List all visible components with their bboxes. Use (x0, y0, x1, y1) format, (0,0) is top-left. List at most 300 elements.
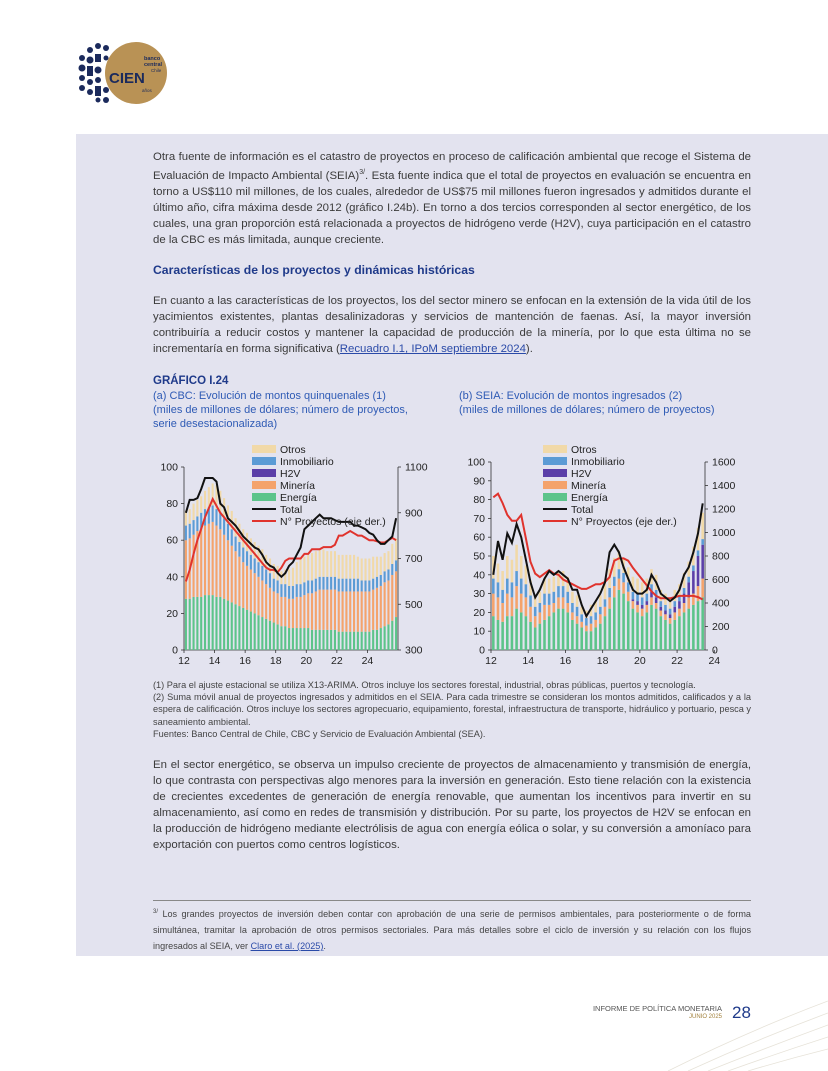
x-tick-label: 12 (485, 655, 497, 667)
bar-mineria (280, 597, 282, 626)
bar-energia (590, 631, 593, 650)
bar-mineria (697, 586, 700, 601)
bar-mineria (669, 618, 672, 624)
bar-otros (506, 556, 509, 579)
bar-h2v (701, 545, 704, 579)
bar-otros (326, 551, 328, 577)
bar-inmobiliario (193, 520, 195, 535)
bar-inmobiliario (307, 580, 309, 593)
bar-mineria (231, 546, 233, 603)
bar-inmobiliario (669, 609, 672, 615)
banco-central-cien-logo (76, 40, 168, 106)
bar-energia (254, 613, 256, 650)
bar-energia (215, 597, 217, 650)
bar-inmobiliario (231, 529, 233, 545)
bar-mineria (215, 526, 217, 597)
bar-mineria (277, 593, 279, 624)
bar-h2v (660, 607, 663, 611)
legend-label: Energía (571, 492, 608, 504)
bar-energia (580, 627, 583, 650)
bar-mineria (641, 609, 644, 617)
bar-otros (196, 500, 198, 516)
bar-energia (641, 616, 644, 650)
y-tick-label: 50 (473, 550, 485, 563)
bar-energia (242, 608, 244, 650)
bar-otros (322, 549, 324, 576)
bar-inmobiliario (604, 599, 607, 607)
bar-mineria (585, 626, 588, 632)
bar-energia (303, 628, 305, 650)
logo-cien: CIEN (109, 70, 145, 87)
paragraph-3: En el sector energético, se observa un impulso creciente de proyectos de almacenamiento y transmisión de energía, lo que contrasta con perspectivas algo menores para la inversión en generación. Esto tiene relación con la existencia de crecientes excedentes de generación de energía renovable, que aumentan los incentivos para invertir en su almacenamiento, así como en redes de transmisión y distribución. Por su parte, los proyectos de H2V se enfocan en la producción de hidrógeno mediante electrólisis de agua con energía eólica o solar, y su conversión a amoníaco para exportación con puertos como centros logísticos. (153, 759, 751, 851)
legend-label: Otros (571, 444, 597, 456)
bar-energia (273, 623, 275, 650)
y2-tick-label: 1000 (712, 527, 736, 539)
bar-mineria (566, 603, 569, 612)
bar-mineria (380, 586, 382, 628)
y-tick-label: 80 (166, 498, 178, 511)
bar-inmobiliario (311, 580, 313, 593)
x-tick-label: 16 (559, 655, 572, 667)
bar-inmobiliario (566, 592, 569, 603)
bar-h2v (636, 601, 639, 605)
bar-energia (269, 621, 271, 650)
bar-otros (315, 551, 317, 578)
x-tick-label: 24 (361, 655, 374, 667)
bar-mineria (622, 582, 625, 593)
bar-otros (376, 557, 378, 577)
bar-energia (553, 612, 556, 650)
bar-otros (338, 555, 340, 579)
bar-inmobiliario (296, 584, 298, 597)
bar-energia (311, 630, 313, 650)
bar-energia (497, 620, 500, 650)
bar-energia (636, 612, 639, 650)
bar-mineria (576, 616, 579, 624)
bar-inmobiliario (254, 559, 256, 574)
bar-inmobiliario (342, 579, 344, 592)
bar-energia (701, 597, 704, 650)
bar-mineria (678, 609, 681, 617)
bar-energia (543, 620, 546, 650)
bar-energia (257, 615, 259, 650)
bar-energia (326, 630, 328, 650)
bar-energia (692, 605, 695, 650)
chart-a-subtitle: (a) CBC: Evolución de montos quinquenales (1) (miles de millones de dólares; número de proyectos, serie desestacionalizada) (153, 390, 408, 430)
bar-energia (539, 624, 542, 650)
bar-mineria (599, 614, 602, 623)
bar-mineria (539, 612, 542, 623)
bar-inmobiliario (185, 526, 187, 541)
bar-inmobiliario (242, 548, 244, 563)
bar-mineria (338, 591, 340, 631)
bar-energia (315, 630, 317, 650)
bar-inmobiliario (280, 584, 282, 597)
y-tick-label: 60 (166, 534, 178, 547)
bar-inmobiliario (227, 524, 229, 540)
bar-inmobiliario (315, 579, 317, 592)
bar-h2v (646, 601, 649, 605)
bar-energia (364, 632, 366, 650)
bar-otros (342, 555, 344, 579)
bar-inmobiliario (539, 603, 542, 612)
bar-otros (334, 551, 336, 577)
bar-otros (361, 559, 363, 581)
bar-inmobiliario (357, 579, 359, 592)
y2-tick-label: 1200 (712, 503, 736, 516)
bar-otros (576, 595, 579, 606)
bar-otros (395, 538, 397, 560)
x-tick-label: 20 (300, 655, 313, 667)
bar-otros (372, 557, 374, 579)
bar-energia (238, 606, 240, 650)
bar-mineria (501, 603, 504, 622)
bar-otros (539, 592, 542, 603)
bar-mineria (673, 612, 676, 620)
bar-mineria (660, 611, 663, 617)
bar-h2v (673, 607, 676, 613)
y-tick-label: 100 (467, 456, 485, 469)
y2-tick-label: 600 (712, 574, 730, 586)
bar-inmobiliario (334, 577, 336, 590)
bar-inmobiliario (376, 577, 378, 588)
bar-h2v (692, 571, 695, 594)
bar-mineria (227, 540, 229, 600)
bar-energia (307, 628, 309, 650)
bar-energia (223, 599, 225, 650)
bar-inmobiliario (353, 579, 355, 592)
bar-inmobiliario (238, 542, 240, 557)
bar-inmobiliario (673, 601, 676, 607)
bar-inmobiliario (364, 580, 366, 591)
bar-energia (250, 612, 252, 650)
y-tick-label: 20 (473, 606, 485, 619)
bar-energia (520, 612, 523, 650)
legend-swatch (543, 445, 567, 453)
y-tick-label: 60 (473, 531, 485, 544)
bar-otros (391, 544, 393, 564)
bar-mineria (342, 591, 344, 631)
bar-mineria (571, 612, 574, 620)
dot-pattern-icon (79, 43, 110, 103)
y-tick-label: 20 (166, 607, 178, 620)
bar-otros (364, 559, 366, 581)
bar-inmobiliario (492, 579, 495, 594)
grafico-title: GRÁFICO I.24 (153, 375, 229, 387)
recuadro-link[interactable]: Recuadro I.1, IPoM septiembre 2024 (339, 343, 526, 355)
bar-mineria (557, 597, 560, 608)
chart-b-subtitle: (b) SEIA: Evolución de montos ingresados (2) (miles de millones de dólares; número de proyectos) (459, 390, 715, 416)
bar-inmobiliario (330, 577, 332, 590)
legend-swatch (252, 457, 276, 465)
bar-h2v (632, 599, 635, 601)
bar-energia (265, 619, 267, 650)
bar-inmobiliario (215, 509, 217, 525)
bar-energia (511, 616, 514, 650)
bar-inmobiliario (361, 580, 363, 591)
bar-inmobiliario (395, 560, 397, 571)
bar-inmobiliario (250, 555, 252, 570)
bar-mineria (235, 551, 237, 604)
bar-energia (231, 602, 233, 650)
legend-label: Inmobiliario (571, 456, 625, 468)
bar-inmobiliario (697, 550, 700, 556)
bar-otros (641, 582, 644, 597)
legend-label: H2V (280, 468, 301, 480)
bar-mineria (636, 605, 639, 613)
bar-mineria (334, 590, 336, 630)
bar-energia (669, 624, 672, 650)
bar-energia (501, 622, 504, 650)
legend-swatch (252, 481, 276, 489)
bar-otros (384, 553, 386, 571)
x-tick-label: 22 (671, 655, 683, 667)
bar-otros (387, 551, 389, 569)
legend-label: N° Proyectos (eje der.) (280, 516, 386, 528)
y-tick-label: 40 (473, 569, 485, 582)
bar-mineria (534, 616, 537, 627)
bar-inmobiliario (257, 562, 259, 577)
bar-inmobiliario (660, 601, 663, 607)
bar-energia (585, 631, 588, 650)
bar-inmobiliario (608, 588, 611, 597)
bar-energia (673, 620, 676, 650)
bar-mineria (529, 607, 532, 622)
bar-energia (334, 630, 336, 650)
logo-text-2: central (144, 62, 163, 68)
bar-otros (599, 595, 602, 606)
page-number: 28 (732, 1003, 751, 1022)
bar-mineria (632, 601, 635, 609)
bar-mineria (515, 586, 518, 609)
bar-mineria (655, 603, 658, 609)
bar-inmobiliario (277, 580, 279, 593)
claro-link[interactable]: Claro et al. (2025) (250, 941, 324, 952)
bar-energia (515, 609, 518, 650)
bar-mineria (497, 597, 500, 620)
bar-energia (492, 616, 495, 650)
bar-inmobiliario (292, 586, 294, 599)
bar-energia (193, 597, 195, 650)
bar-otros (548, 579, 551, 594)
bar-energia (618, 590, 621, 650)
bar-otros (250, 538, 252, 554)
bar-energia (261, 617, 263, 650)
section-heading: Características de los proyectos y dinámicas históricas (153, 263, 475, 277)
bar-energia (395, 617, 397, 650)
bar-mineria (525, 597, 528, 616)
bar-mineria (590, 624, 593, 632)
x-tick-label: 24 (708, 655, 721, 667)
bar-mineria (319, 590, 321, 630)
footer-date: JUNIO 2025 (688, 1014, 722, 1020)
bar-inmobiliario (265, 569, 267, 584)
bar-energia (571, 620, 574, 650)
legend-label: Minería (280, 480, 316, 492)
bar-otros (501, 571, 504, 590)
bar-h2v (678, 601, 681, 609)
bar-mineria (548, 605, 551, 616)
x-tick-label: 18 (269, 655, 282, 667)
bar-energia (391, 621, 393, 650)
bar-mineria (646, 605, 649, 613)
bar-mineria (391, 575, 393, 621)
bar-inmobiliario (599, 607, 602, 615)
bar-inmobiliario (319, 577, 321, 590)
legend-swatch (252, 469, 276, 477)
bar-otros (357, 557, 359, 579)
bar-inmobiliario (632, 592, 635, 600)
y2-tick-label: 300 (405, 644, 423, 657)
bar-otros (185, 511, 187, 526)
bar-otros (292, 568, 294, 586)
bar-energia (548, 616, 551, 650)
bar-mineria (311, 593, 313, 630)
bar-inmobiliario (613, 577, 616, 586)
bar-mineria (687, 597, 690, 608)
bar-h2v (669, 614, 672, 618)
bar-inmobiliario (338, 579, 340, 592)
bar-mineria (269, 588, 271, 621)
bar-otros (353, 555, 355, 579)
bar-energia (345, 632, 347, 650)
bar-inmobiliario (235, 537, 237, 552)
y-tick-label: 10 (473, 625, 485, 638)
note-2: (2) Suma móvil anual de proyectos ingresados y admitidos en el SEIA. Para cada trimestre se consideran los montos admitidos, calificados y a la espera de calificación. Otros incluye los sectores agropecuario, equipamiento, forestal, infraestructura de transporte, hidráulico y portuario, pesca y saneamiento ambiental. (153, 692, 752, 727)
bar-energia (219, 597, 221, 650)
legend-label: Minería (571, 480, 607, 492)
bar-inmobiliario (261, 566, 263, 581)
bar-energia (200, 597, 202, 650)
bar-inmobiliario (303, 582, 305, 595)
bar-mineria (395, 571, 397, 617)
bar-inmobiliario (590, 616, 593, 624)
bar-mineria (204, 526, 206, 596)
footnote: $^{3/}$ Los grandes proyectos de inversión deben contar con aprobación de una serie de permisos ambientales, para posteriormente o de forma simultánea, tramitar la aprobación de otros permisos sectoriales. Para más detalles sobre el ciclo de inversión y su relación con los flujos ingresados al SEIA, ver Claro et al. (2025). (153, 909, 751, 952)
logo-text-3: Chile (151, 68, 162, 73)
bar-inmobiliario (571, 603, 574, 612)
x-tick-label: 18 (596, 655, 609, 667)
bar-otros (380, 557, 382, 575)
bar-mineria (307, 593, 309, 628)
bar-mineria (604, 607, 607, 616)
bar-inmobiliario (212, 505, 214, 521)
bar-energia (353, 632, 355, 650)
bar-mineria (372, 590, 374, 630)
x-tick-label: 14 (522, 655, 535, 667)
y2-tick-label: 700 (405, 553, 423, 565)
bar-mineria (553, 603, 556, 612)
bar-mineria (273, 591, 275, 622)
bar-mineria (322, 590, 324, 630)
bar-inmobiliario (534, 607, 537, 616)
bar-mineria (292, 599, 294, 628)
bar-energia (212, 595, 214, 650)
bar-mineria (387, 580, 389, 624)
bar-energia (566, 612, 569, 650)
bar-mineria (608, 597, 611, 608)
bar-mineria (683, 603, 686, 612)
bar-inmobiliario (368, 580, 370, 591)
bar-energia (380, 628, 382, 650)
bar-otros (204, 491, 206, 509)
bar-mineria (284, 597, 286, 626)
bar-energia (650, 605, 653, 650)
bar-energia (646, 612, 649, 650)
bar-inmobiliario (529, 595, 532, 606)
bar-otros (511, 560, 514, 583)
bar-inmobiliario (515, 571, 518, 586)
bar-energia (599, 624, 602, 650)
bar-inmobiliario (627, 582, 630, 591)
bar-mineria (223, 535, 225, 599)
y2-tick-label: 200 (712, 621, 730, 633)
bar-energia (683, 612, 686, 650)
bar-h2v (664, 611, 667, 615)
bar-energia (349, 632, 351, 650)
bar-energia (185, 599, 187, 650)
chart-notes (153, 679, 751, 740)
bar-inmobiliario (497, 582, 500, 597)
bar-inmobiliario (576, 607, 579, 616)
bar-inmobiliario (553, 592, 556, 603)
bar-inmobiliario (189, 524, 191, 539)
bar-otros (319, 549, 321, 576)
bar-inmobiliario (501, 590, 504, 603)
bar-mineria (212, 522, 214, 595)
bar-mineria (627, 592, 630, 601)
legend-swatch (543, 457, 567, 465)
bar-mineria (296, 597, 298, 628)
y-tick-label: 30 (473, 588, 485, 601)
bar-energia (342, 632, 344, 650)
bar-inmobiliario (506, 579, 509, 594)
bar-mineria (265, 584, 267, 619)
bar-energia (576, 624, 579, 650)
bar-inmobiliario (525, 584, 528, 597)
bar-energia (372, 630, 374, 650)
bar-inmobiliario (288, 586, 290, 599)
bar-inmobiliario (585, 618, 588, 626)
bar-energia (664, 620, 667, 650)
bar-energia (196, 597, 198, 650)
bar-inmobiliario (391, 564, 393, 575)
bar-otros (520, 556, 523, 579)
bar-energia (296, 628, 298, 650)
bar-inmobiliario (683, 588, 686, 594)
bar-otros (636, 579, 639, 594)
bar-energia (322, 630, 324, 650)
bar-inmobiliario (322, 577, 324, 590)
bar-otros (349, 555, 351, 579)
bar-mineria (315, 591, 317, 629)
bar-inmobiliario (580, 614, 583, 622)
legend-label: N° Proyectos (eje der.) (571, 516, 677, 528)
bar-mineria (376, 588, 378, 630)
bar-mineria (618, 579, 621, 590)
y-tick-label: 70 (473, 512, 485, 525)
bar-mineria (650, 597, 653, 605)
bar-inmobiliario (646, 594, 649, 602)
footer-report: INFORME DE POLÍTICA MONETARIA (592, 1004, 722, 1013)
bar-inmobiliario (246, 551, 248, 566)
bar-energia (506, 616, 509, 650)
bar-energia (361, 632, 363, 650)
bar-energia (204, 595, 206, 650)
bar-energia (246, 610, 248, 650)
chart-a (150, 440, 440, 670)
bar-mineria (326, 590, 328, 630)
